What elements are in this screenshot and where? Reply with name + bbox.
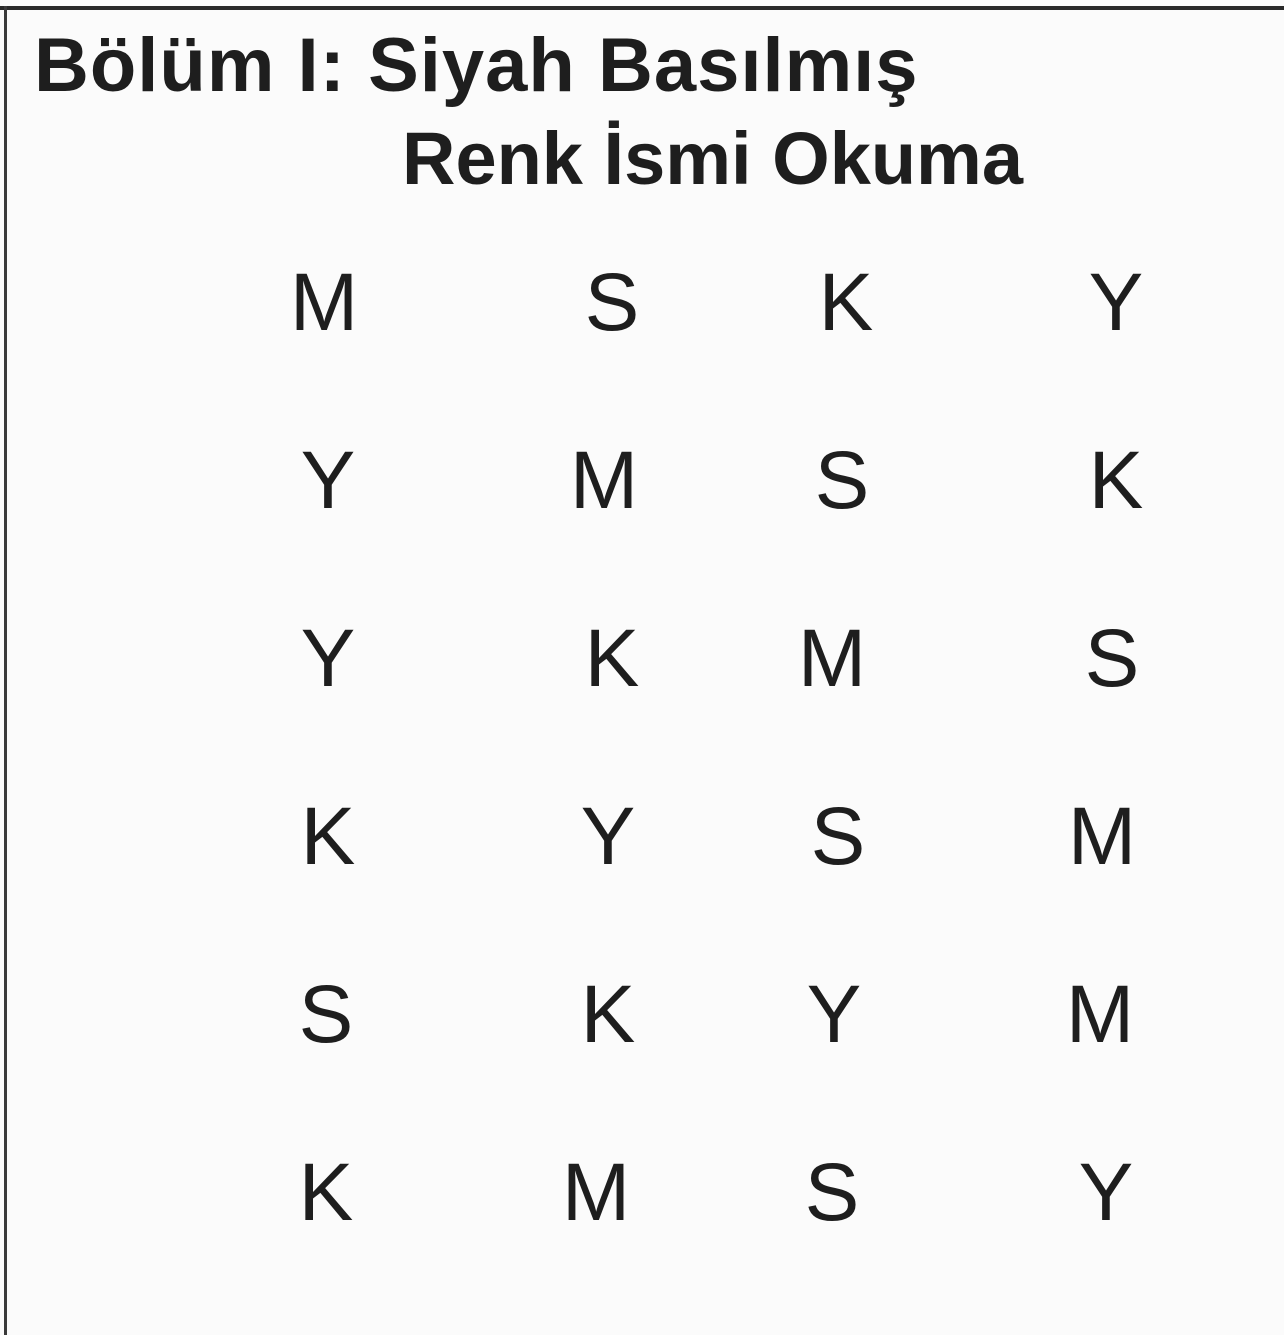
letter-cell: K	[818, 257, 874, 348]
letter-cell: M	[569, 435, 639, 526]
letter-cell: K	[1088, 435, 1144, 526]
letter-cell: S	[298, 969, 354, 1060]
letter-cell: K	[298, 1147, 354, 1238]
letter-cell: Y	[1078, 1147, 1134, 1238]
frame-top-border	[0, 6, 1284, 10]
letter-cell: S	[584, 257, 640, 348]
letter-cell: M	[289, 257, 359, 348]
letter-cell: M	[1065, 969, 1135, 1060]
letter-cell: Y	[300, 613, 356, 704]
letter-cell: S	[814, 435, 870, 526]
letter-cell: Y	[300, 435, 356, 526]
section-title-line1: Bölüm I: Siyah Basılmış	[34, 23, 919, 108]
letter-cell: S	[1084, 613, 1140, 704]
letter-cell: M	[1067, 791, 1137, 882]
letter-cell: K	[300, 791, 356, 882]
letter-cell: M	[561, 1147, 631, 1238]
frame-left-border	[4, 6, 7, 1335]
letter-cell: M	[797, 613, 867, 704]
section-title-line2: Renk İsmi Okuma	[402, 117, 1024, 200]
letter-cell: Y	[806, 969, 862, 1060]
letter-cell: S	[810, 791, 866, 882]
letter-cell: S	[804, 1147, 860, 1238]
letter-cell: Y	[1088, 257, 1144, 348]
letter-cell: K	[580, 969, 636, 1060]
letter-cell: K	[584, 613, 640, 704]
letter-cell: Y	[580, 791, 636, 882]
